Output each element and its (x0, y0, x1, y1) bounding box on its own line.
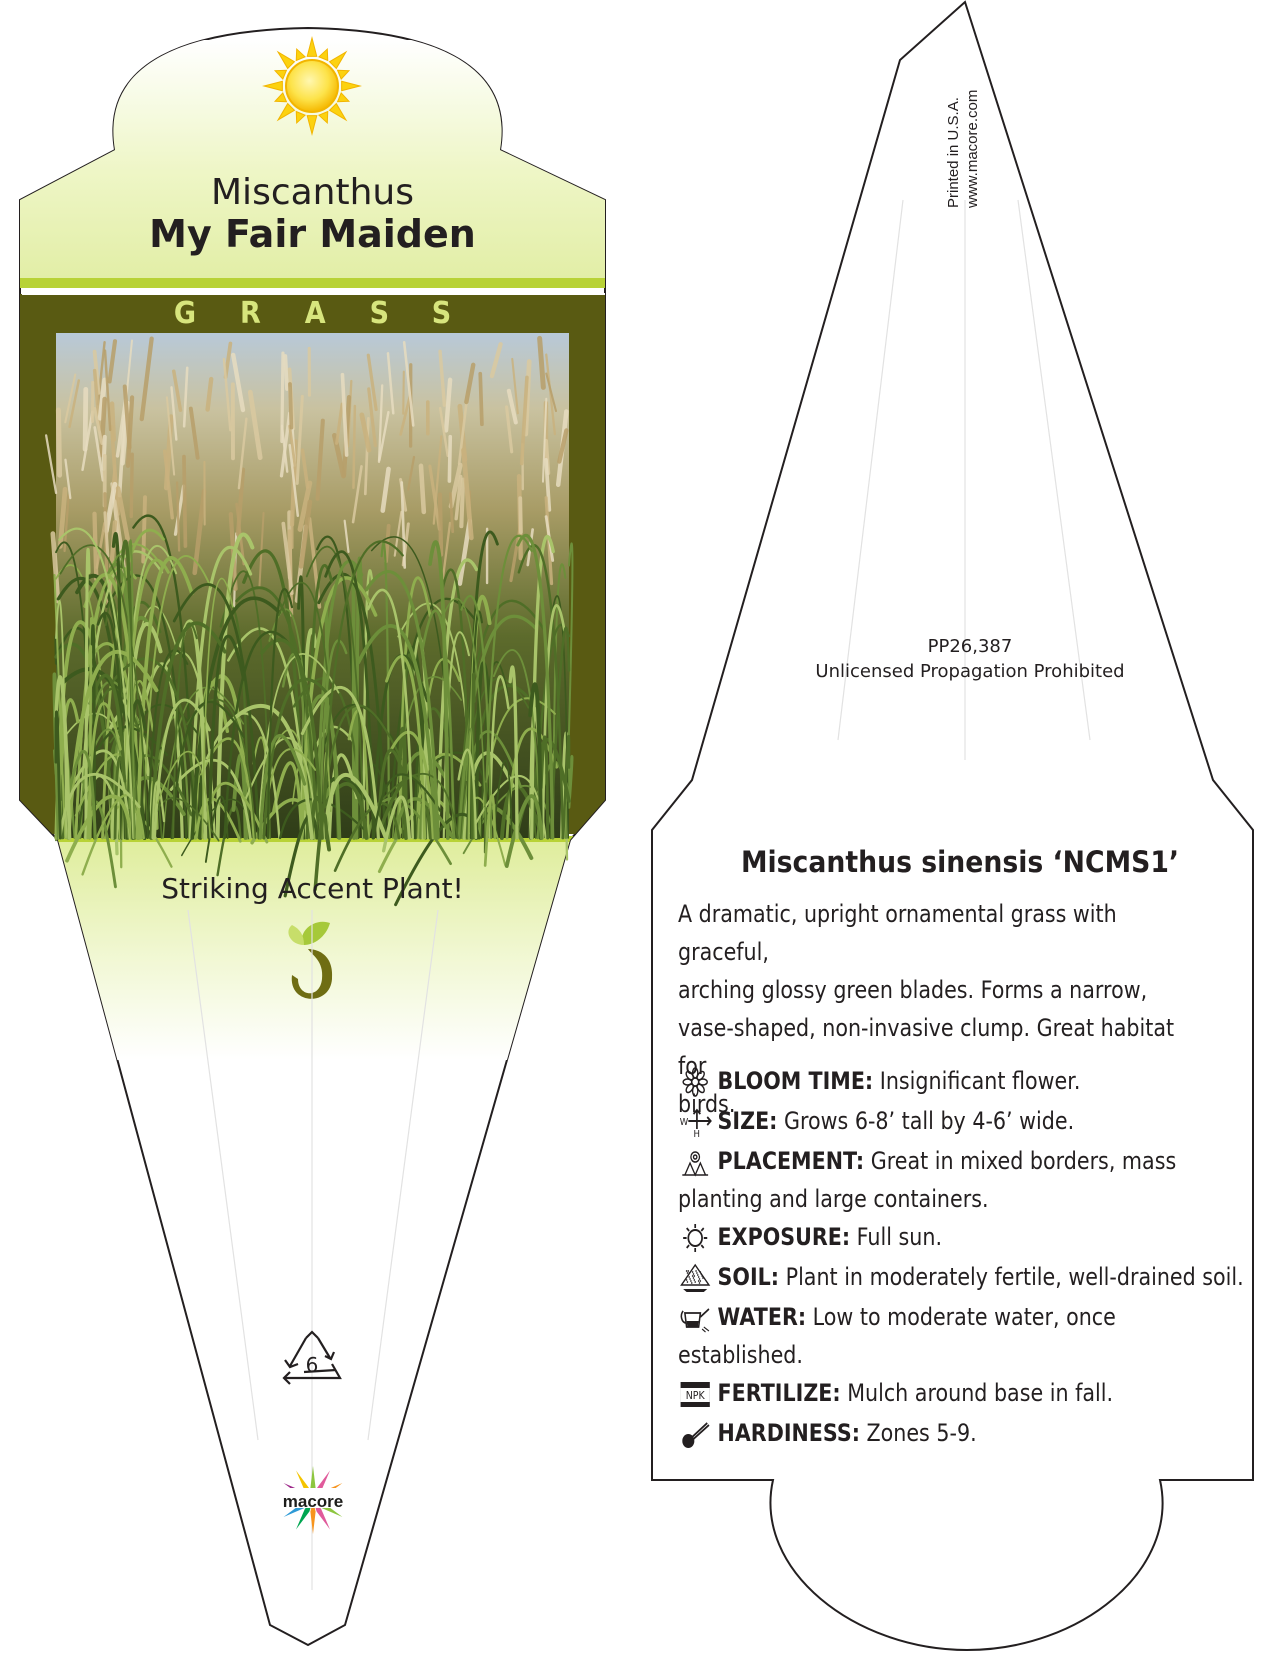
botanical-name: Miscanthus sinensis ‘NCMS1’ (740, 845, 1180, 879)
attribute-text: Full sun. (850, 1223, 943, 1251)
attribute-continuation: established. (678, 1341, 803, 1369)
attribute-text: Low to moderate water, once (806, 1303, 1116, 1331)
watering-can-icon (678, 1303, 714, 1333)
attribute-label: WATER: (717, 1303, 807, 1331)
title-stripe (0, 278, 640, 288)
attribute-label: BLOOM TIME: (717, 1067, 874, 1095)
attribute-water (678, 1298, 1277, 1336)
front-genus: Miscanthus (211, 172, 414, 213)
attribute-label: FERTILIZE: (717, 1379, 841, 1407)
sun-exposure-icon (678, 1223, 714, 1253)
attribute-label: SOIL: (717, 1263, 780, 1291)
flower-icon (678, 1067, 714, 1097)
printed-in-usa: Printed in U.S.A. (945, 97, 962, 208)
attribute-fertilize (678, 1374, 1277, 1412)
thermometer-icon (678, 1419, 714, 1449)
category-label: GRASS (173, 296, 496, 331)
front-tagline: Striking Accent Plant! (161, 872, 464, 905)
attribute-soil (678, 1258, 1277, 1296)
attribute-hardiness (678, 1414, 1277, 1452)
attribute-bloom-time (678, 1062, 1277, 1100)
patent-number: PP26,387 (927, 636, 1013, 657)
attribute-text: Mulch around base in fall. (840, 1379, 1114, 1407)
attribute-label: HARDINESS: (717, 1419, 860, 1447)
attribute-text: Grows 6-8’ tall by 4-6’ wide. (777, 1107, 1075, 1135)
attribute-text: Insignificant flower. (873, 1067, 1081, 1095)
attribute-exposure (678, 1218, 1277, 1256)
svg-text:W: W (679, 1116, 689, 1129)
svg-text:NPK: NPK (685, 1389, 705, 1403)
printed-vertical (945, 89, 981, 368)
svg-text:H: H (693, 1128, 700, 1137)
website-text: www.macore.com (964, 89, 981, 208)
propagation-notice: Unlicensed Propagation Prohibited (815, 661, 1125, 682)
brand-wordmark: macore (282, 1492, 344, 1511)
recycle-number: 6 (305, 1353, 319, 1377)
attribute-continuation: planting and large containers. (678, 1185, 989, 1213)
attribute-text: Great in mixed borders, mass (864, 1147, 1177, 1175)
attribute-size (678, 1102, 1277, 1140)
attribute-placement (678, 1142, 1277, 1180)
size-icon (678, 1107, 714, 1137)
grass-photo (46, 333, 572, 905)
description: A dramatic, upright ornamental grass with graceful, arching glossy green blades. Forms a narrow, vase-shaped, non-invasive clump. Great habitat for birds. (678, 900, 1175, 1118)
sun-icon (264, 38, 360, 134)
placement-icon (678, 1147, 714, 1177)
attribute-text: Zones 5-9. (859, 1419, 977, 1447)
attribute-label: EXPOSURE: (717, 1223, 851, 1251)
front-cultivar: My Fair Maiden (149, 212, 476, 256)
attribute-label: PLACEMENT: (717, 1147, 865, 1175)
attribute-label: SIZE: (717, 1107, 778, 1135)
attribute-text: Plant in moderately fertile, well-drained soil. (779, 1263, 1244, 1291)
npk-icon (678, 1379, 714, 1409)
soil-icon (678, 1263, 714, 1293)
